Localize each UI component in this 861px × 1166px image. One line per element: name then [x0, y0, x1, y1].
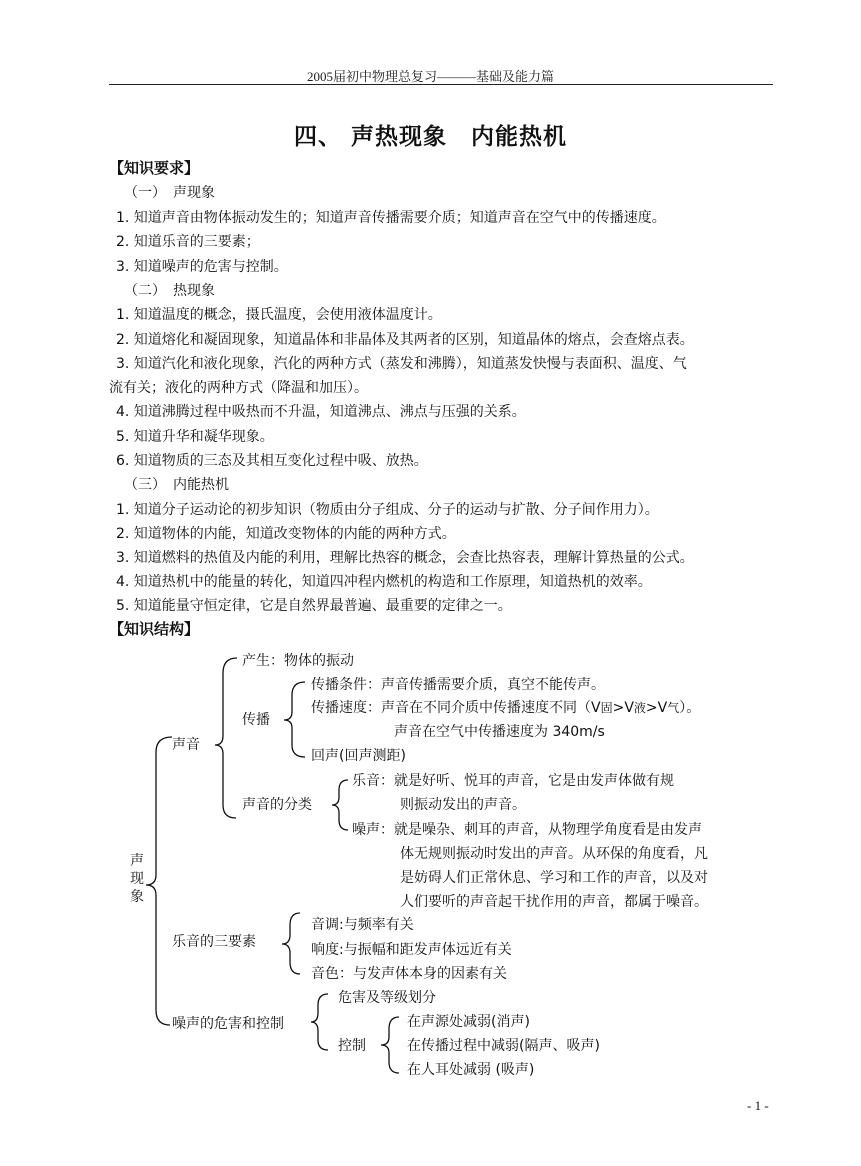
root-brace	[146, 737, 172, 1025]
requirement-item: 1. 知道声音由物体振动发生的；知道声音传播需要介质；知道声音在空气中的传播速度。	[116, 210, 666, 226]
requirement-item: 2. 知道熔化和凝固现象，知道晶体和非晶体及其两者的区别，知道晶体的熔点，会查熔点表。	[116, 332, 694, 348]
elements-brace	[282, 913, 300, 974]
requirement-item: 3. 知道燃料的热值及内能的利用，理解比热容的概念，会查比热容表，理解计算热量的公式。	[116, 550, 694, 566]
control-brace	[381, 1017, 399, 1073]
node-noise-definition-continued: 是妨碍人们正常休息、学习和工作的声音，以及对	[400, 870, 708, 886]
chapter-title: 四、 声热现象 内能热机	[293, 124, 567, 150]
propagation-brace	[284, 682, 305, 757]
requirement-item-continued: 流有关；液化的两种方式（降温和加压）。	[109, 380, 368, 396]
requirement-item: 5. 知道能量守恒定律，它是自然界最普遍、最重要的定律之一。	[116, 598, 512, 614]
subsection-heading-sound: （一） 声现象	[124, 185, 215, 201]
noise-brace	[311, 994, 328, 1050]
node-timbre: 音色：与发声体本身的因素有关	[311, 966, 507, 982]
node-noise-definition: 噪声：就是噪杂、刺耳的声音，从物理学角度看是由发声	[352, 822, 702, 838]
requirement-item: 4. 知道热机中的能量的转化，知道四冲程内燃机的构造和工作原理，知道热机的效率。	[116, 574, 652, 590]
node-noise-definition-continued: 人们要听的声音起干扰作用的声音，都属于噪音。	[400, 894, 708, 910]
sound-brace	[215, 658, 237, 818]
structure-root-char: 现	[130, 871, 144, 887]
requirement-item: 1. 知道分子运动论的初步知识（物质由分子组成、分子的运动与扩散、分子间作用力）。	[116, 502, 659, 518]
node-loudness: 响度:与振幅和距发声体远近有关	[311, 942, 512, 958]
node-control-path: 在传播过程中减弱(隔声、吸声)	[407, 1038, 600, 1054]
page-number: - 1 -	[747, 1098, 769, 1113]
requirement-item: 2. 知道物体的内能，知道改变物体的内能的两种方式。	[116, 526, 456, 542]
node-music: 乐音：就是好听、悦耳的声音，它是由发声体做有规	[352, 773, 674, 789]
requirement-item: 6. 知道物质的三态及其相互变化过程中吸、放热。	[116, 453, 428, 469]
section-heading-structure: 【知识结构】	[109, 620, 200, 638]
requirement-item: 3. 知道噪声的危害与控制。	[116, 259, 288, 275]
subsection-heading-energy: （三） 内能热机	[124, 477, 229, 493]
node-control-ear: 在人耳处减弱 (吸声)	[407, 1062, 535, 1078]
node-propagation-speed: 传播速度：声音在不同介质中传播速度不同（V固>V液>V气）。	[311, 700, 701, 716]
node-pitch: 音调:与频率有关	[311, 917, 414, 933]
node-sound-origin: 产生：物体的振动	[242, 653, 354, 669]
node-music-continued: 则振动发出的声音。	[400, 797, 526, 813]
node-propagation-condition: 传播条件：声音传播需要介质，真空不能传声。	[311, 677, 605, 693]
node-music-elements: 乐音的三要素	[172, 934, 256, 950]
structure-root-char: 象	[130, 889, 144, 905]
running-header: 2005届初中物理总复习———基础及能力篇	[306, 69, 554, 84]
requirement-item: 2. 知道乐音的三要素；	[116, 234, 260, 250]
node-noise-harm: 危害及等级划分	[338, 990, 436, 1006]
requirement-item: 5. 知道升华和凝华现象。	[116, 429, 274, 445]
section-heading-requirements: 【知识要求】	[109, 159, 200, 177]
classification-brace	[332, 780, 348, 830]
node-control-source: 在声源处减弱(消声)	[407, 1014, 530, 1030]
node-noise-definition-continued: 体无规则振动时发出的声音。从环保的角度看，凡	[400, 846, 708, 862]
node-classification: 声音的分类	[242, 797, 312, 813]
node-air-speed: 声音在空气中传播速度为 340m/s	[394, 724, 605, 740]
requirement-item: 3. 知道汽化和液化现象，汽化的两种方式（蒸发和沸腾），知道蒸发快慢与表面积、温度、气	[116, 356, 687, 372]
node-noise-control: 噪声的危害和控制	[172, 1016, 284, 1032]
node-echo: 回声(回声测距)	[311, 748, 406, 764]
subsection-heading-heat: （二） 热现象	[124, 283, 215, 299]
requirement-item: 1. 知道温度的概念，摄氏温度，会使用液体温度计。	[116, 307, 442, 323]
node-propagation: 传播	[242, 712, 270, 728]
node-sound: 声音	[172, 737, 200, 753]
node-control: 控制	[338, 1038, 366, 1054]
requirement-item: 4. 知道沸腾过程中吸热而不升温，知道沸点、沸点与压强的关系。	[116, 404, 526, 420]
structure-root-char: 声	[130, 853, 144, 869]
